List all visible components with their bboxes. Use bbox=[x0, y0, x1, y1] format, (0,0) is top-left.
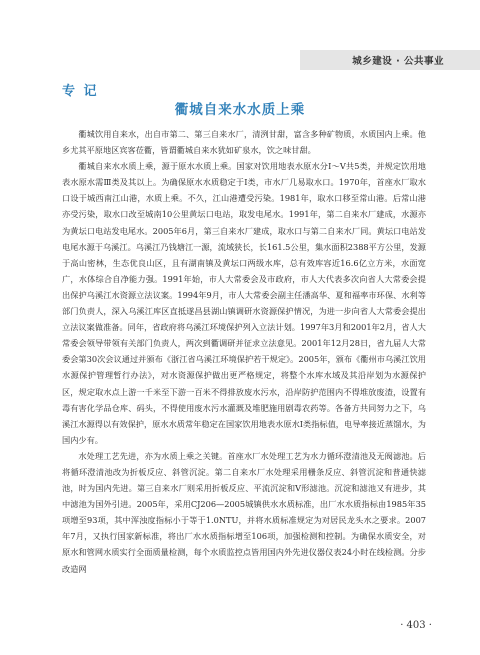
paragraph: 衢城饮用自来水，出自市第二、第三自来水厂，清洌甘甜，富含多种矿物质，水质国内上乘。他乡尤其平原地区宾客莅衢，皆谓衢城自来水犹如矿泉水，饮之味甘甜。 bbox=[62, 129, 426, 156]
section-label: 专 记 bbox=[62, 84, 99, 99]
paragraph: 衢城自来水水质上乘，源于原水水质上乘。国家对饮用地表水原水分Ⅰ～Ⅴ共5类，并规定饮用地表水原水需Ⅲ类及其以上。为确保原水水质稳定于Ⅰ类，市水厂几易取水口。1970年，首座水厂取水口设于城西南江山港，水质上乘。不久，江山港遭受污染。1981年，取水口移至常山港。后常山港亦受污染，取水口改至城南10公里黄坛口电站，取发电尾水。1991年，第二自来水厂建成，水源亦为黄坛口电站发电尾水。2005年6月，第三自来水厂建成，取水口与第二自来水厂同。黄坛口电站发电尾水源于乌溪江。乌溪江乃钱塘江一源，流域狭长，长161.5公里，集水面积2388平方公里，发源于高山密林，生态优良山区，且有湖南镇及黄坛口两级水库，总有效库容近16.6亿立方米，水面宽广，水体综合自净能力强。1991年始，市人大常委会及市政府，市人大代表多次向省人大常委会提出保护乌溪江水资源立法议案。1994年9月，市人大常委会副主任潘高华、夏和福率市环保、水利等部门负责人，深入乌溪江库区直抵遂昌县湖山镇调研水资源保护情况，为进一步向省人大常委会提出立法议案做准备。同年，省政府将乌溪江环境保护列入立法计划。1997年3月和2001年2月，省人大常委会领导带领有关部门负责人，两次到衢调研并征求立法意见。2001年12月28日，省九届人大常委会第30次会议通过并颁布《浙江省乌溪江环境保护若干规定》。2005年，颁布《衢州市乌溪江饮用水源保护管理暂行办法》，对水资源保护做出更严格规定，将整个水库水域及其沿岸划为水源保护区，规定取水点上游一千米至下游一百米不得排放废水污水，沿岸防护范围内不得堆放废渣，设置有毒有害化学品仓库、码头，不得使用废水污水灌溉及堆肥施用剧毒农药等。各备方共同努力之下，乌溪江水源得以有效保护，原水水质常年稳定在国家饮用地表水原水Ⅰ类指标值，电导率接近蒸馏水，为国内少有。 bbox=[62, 161, 426, 445]
page-number: · 403 · bbox=[400, 620, 432, 631]
article-title: 衢城自来水水质上乘 bbox=[174, 102, 306, 118]
paragraph: 水处理工艺先进，亦为水质上乘之关键。首座水厂水处理工艺为水力循环澄清池及无阀滤池。后将循环澄清池改为折板反应、斜管沉淀。第二自来水厂水处理采用栅条反应、斜管沉淀和普通快滤池，时为国内先进。第三自来水厂则采用折板反应、平流沉淀和V形滤池。沉淀和滤池又有进步，其中滤池为国外引进。2005年，采用CJ206—2005城镇供水水质标准，出厂水水质指标由1985年35项增至93项，其中浑浊度指标小于等于1.0NTU，并将水质标准规定为对居民龙头水之要求。2007年7月，又执行国家新标准，将出厂水水质指标增至106项，加强检测和控制。为确保水质安全，对原水和管网水质实行全面质量检测，每个水质监控点皆用国内外先进仪器仪表24小时在线检测。分步改造网 bbox=[62, 450, 426, 574]
running-header: 城乡建设 · 公共事业 bbox=[352, 56, 444, 67]
article-body bbox=[62, 126, 426, 577]
